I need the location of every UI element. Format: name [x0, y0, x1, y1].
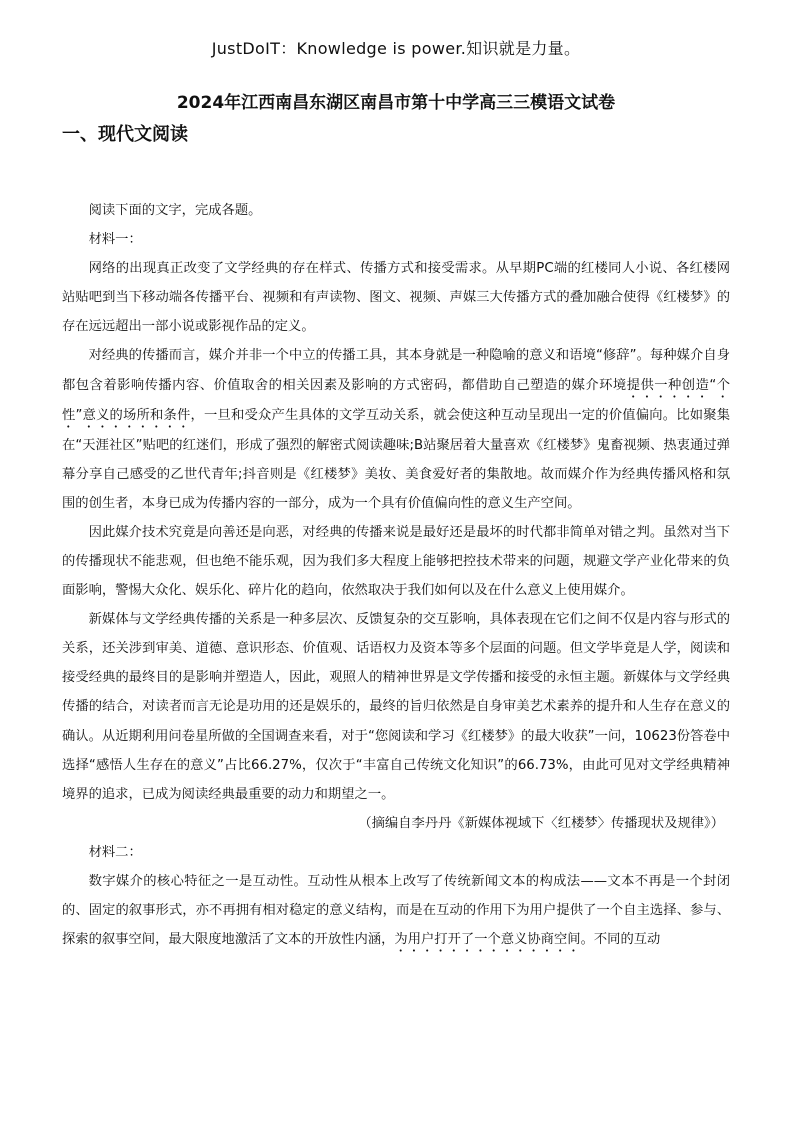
page-header: JustDoIT：Knowledge is power.知识就是力量。: [211, 39, 581, 58]
material1-label: 材料一：: [88, 232, 142, 248]
paragraph-text: ，一旦和受众产生具体的文学互动关系，就会使这种互动呈现出一定的价值偏向。比如聚集在“天涯社区”贴吧的红迷们，形成了强烈的解密式阅读趣味;B站聚居着大量喜欢《红楼梦》鬼畜视频、热衷通过弹幕分享自己感受的乙世代青年;抖音则是《红楼梦》美妆、美食爱好者的集散地。故而媒介作为经典传播风格和氛围的创生者，本身已成为传播内容的一部分，成为一个具有价值偏向性的意义生产空间。: [62, 407, 731, 511]
material1-paragraph-1: 网络的出现真正改变了文学经典的存在样式、传播方式和接受需求。从早期PC端的红楼同人小说、各红楼网站贴吧到当下移动端各传播平台、视频和有声读物、图文、视频、声媒三大传播方式的叠加融合使得《红楼梦》的存在远远超出一部小说或影视作品的定义。: [62, 261, 730, 335]
material2-label: 材料二：: [88, 844, 142, 860]
section-heading: 一、现代文阅读: [62, 124, 188, 145]
emphasized-text: 为用户打开了一个意义协商空间: [394, 932, 581, 948]
material1-paragraph-4: 新媒体与文学经典传播的关系是一种多层次、反馈复杂的交互影响，具体表现在它们之间不仅是内容与形式的关系，还关涉到审美、道德、意识形态、价值观、话语权力及资本等多个层面的问题。但文学毕竟是人学，阅读和接受经典的最终目的是影响并塑造人，因此，观照人的精神世界是文学传播和接受的永恒主题。新媒体与文学经典传播的结合，对读者而言无论是功用的还是娱乐的，最终的旨归依然是自身审美艺术素养的提升和人生存在意义的确认。从近期利用问卷星所做的全国调查来看，对于“您阅读和学习《红楼梦》的最大收获”一问，10623份答卷中选择“感悟人生存在的意义”占比66.27%，仅次于“丰富自己传统文化知识”的66.73%，由此可见对文学经典精神境界的追求，已成为阅读经典最重要的动力和期望之一。: [62, 612, 730, 802]
instruction-text: 阅读下面的文字，完成各题。: [88, 203, 262, 218]
emphasized-text: 提供一种: [626, 377, 682, 393]
material1-paragraph-2: [62, 341, 730, 517]
paragraph-text: 数字媒介的核心特征之一是互动性。互动性从根本上改写了传统新闻文本的构成法——文本不再是一个封闭的、固定的叙事形式，亦不再拥有相对稳定的意义结构，而是在互动的作用下为用户提供了一个自主选择、参与、探索的叙事空间，最大限度地激活了文本的开放性内涵，: [62, 873, 730, 948]
document-title: 2024年江西南昌东湖区南昌市第十中学高三三模语文试卷: [176, 93, 616, 113]
paragraph-text: 对经典的传播而言，媒介并非一个中立的传播工具，其本身就是一种隐喻的意义和语境“修辞”。每种媒介自身都包含着影响传播内容、价值取舍的相关因素及影响的方式密码，都借助自己塑造的媒介环境: [62, 348, 730, 393]
material1-paragraph-3: 因此媒介技术究竟是向善还是向恶，对经典的传播来说是最好还是最坏的时代都非简单对错之判。虽然对当下的传播现状不能悲观，但也绝不能乐观，因为我们多大程度上能够把控技术带来的问题，规避文学产业化带来的负面影响，警惕大众化、娱乐化、碎片化的趋向，依然取决于我们如何以及在什么意义上使用媒介。: [62, 524, 730, 599]
material2-paragraph-1: [62, 867, 730, 955]
passage-body: [62, 196, 730, 955]
emphasized-text: 创造“个性”意义的场所和条件: [62, 377, 731, 423]
material1-citation: （摘编自李丹丹《新媒体视域下〈红楼梦〉传播现状及规律》）: [358, 815, 724, 831]
paragraph-text: 。不同的互动: [580, 932, 661, 948]
